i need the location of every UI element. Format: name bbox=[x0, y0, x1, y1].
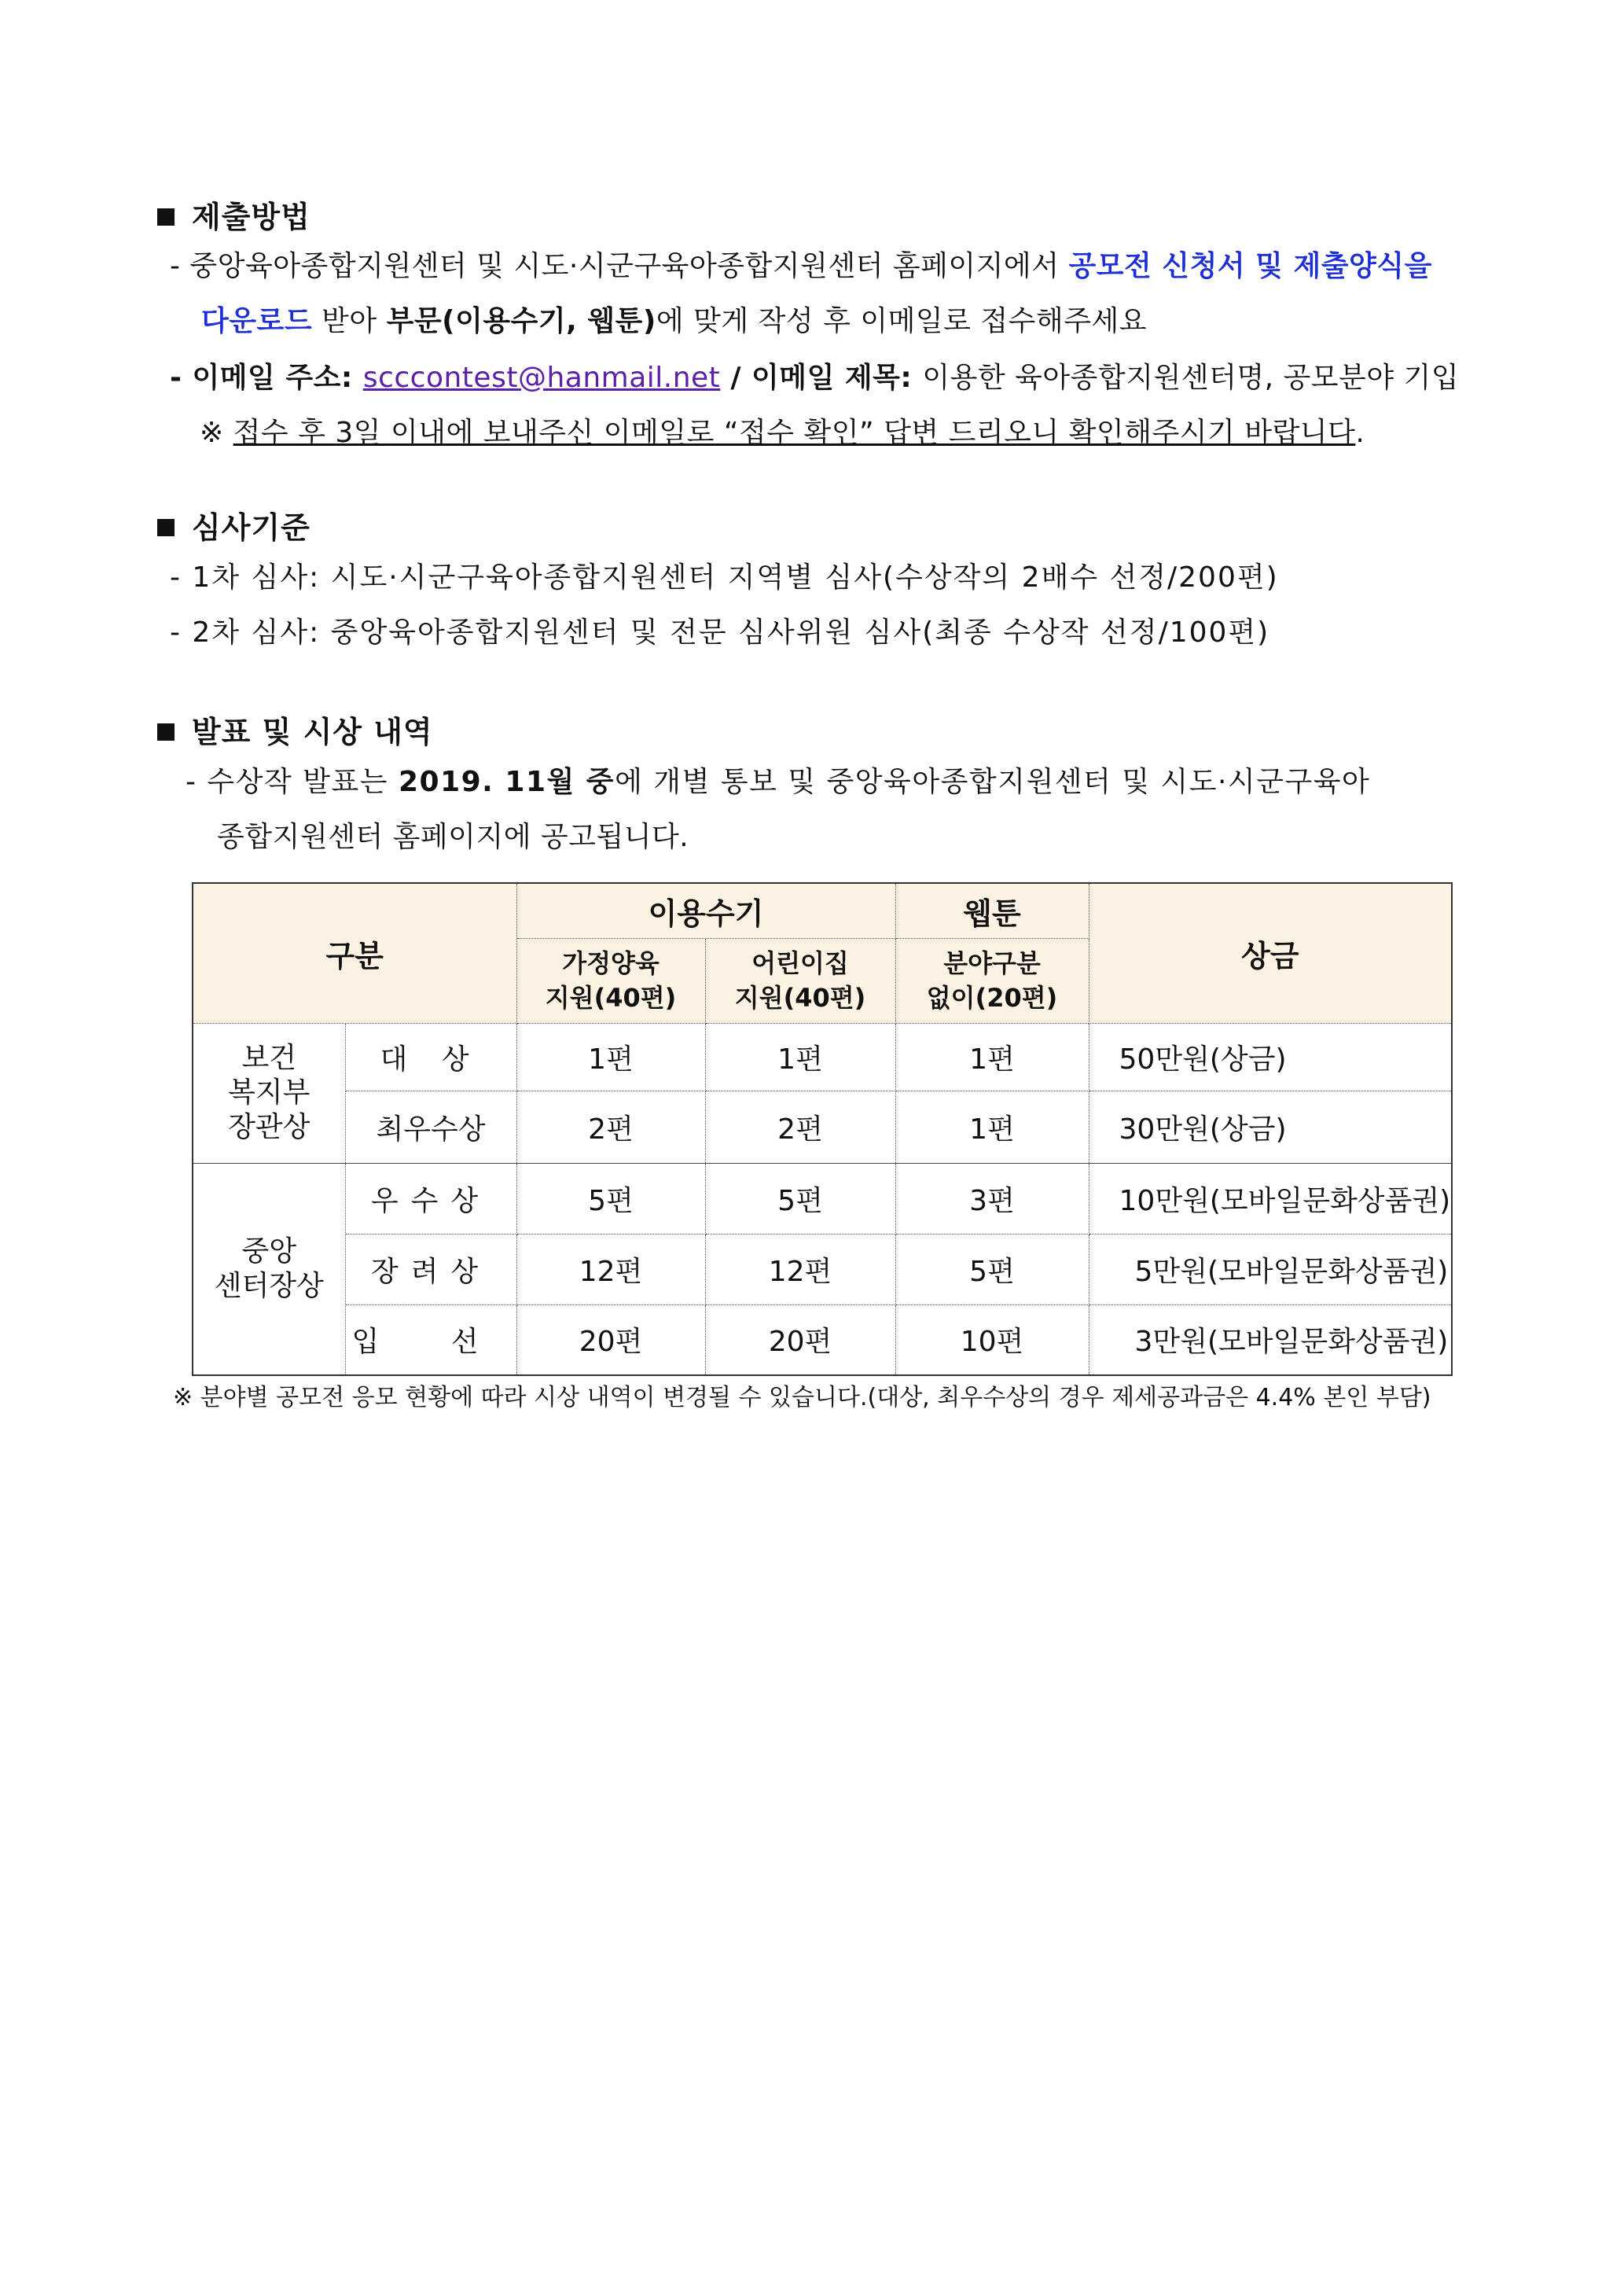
awards-line-1: - 수상작 발표는 2019. 11월 중에 개별 통보 및 중앙육아종합지원센터 및 시도·시군구육아 bbox=[186, 766, 1371, 798]
table-row bbox=[193, 1304, 1452, 1375]
count-daycare: 5편 bbox=[705, 1163, 895, 1234]
header-no-category: 분야구분 없이(20편) bbox=[895, 938, 1089, 1023]
section-heading-judging bbox=[157, 503, 310, 546]
award-table bbox=[192, 882, 1453, 1376]
submission-line-3: - 이메일 주소: scccontest@hanmail.net / 이메일 제목: 이용한 육아종합지원센터명, 공모분야 기입 bbox=[170, 362, 1460, 394]
count-home-care: 5편 bbox=[516, 1163, 705, 1234]
heading-text: 발표 및 시상 내역 bbox=[192, 715, 433, 749]
prize-amount: 50만원(상금) bbox=[1089, 1023, 1452, 1091]
submission-line-1: - 중앙육아종합지원센터 및 시도·시군구육아종합지원센터 홈페이지에서 공모전 신청서 및 제출양식을 bbox=[170, 250, 1432, 282]
heading-text: 심사기준 bbox=[192, 510, 310, 545]
count-home-care: 2편 bbox=[516, 1091, 705, 1163]
table-row bbox=[193, 1234, 1452, 1304]
count-home-care: 12편 bbox=[516, 1234, 705, 1304]
table-header-row bbox=[193, 883, 1452, 938]
count-daycare: 1편 bbox=[705, 1023, 895, 1091]
prize-amount: 10만원(모바일문화상품권) bbox=[1089, 1163, 1452, 1234]
header-home-care: 가정양육 지원(40편) bbox=[516, 938, 705, 1023]
count-webtoon: 3편 bbox=[895, 1163, 1089, 1234]
download-highlight: 다운로드 bbox=[201, 305, 313, 337]
submission-note: ※ 접수 후 3일 이내에 보내주신 이메일로 “접수 확인” 답변 드리오니 확인해주시기 바랍니다. bbox=[200, 417, 1365, 449]
prize-amount: 3만원(모바일문화상품권) bbox=[1089, 1304, 1452, 1375]
form-download-highlight: 공모전 신청서 및 제출양식을 bbox=[1068, 250, 1432, 282]
award-footnote: ※ 분야별 공모전 응모 현황에 따라 시상 내역이 변경될 수 있습니다.(대상, 최우수상의 경우 제세공과금은 4.4% 본인 부담) bbox=[173, 1384, 1431, 1411]
header-category: 구분 bbox=[193, 883, 516, 1023]
judging-line-2: - 2차 심사: 중앙육아종합지원센터 및 전문 심사위원 심사(최종 수상작 선정/100편) bbox=[170, 616, 1270, 649]
prize-amount: 5만원(모바일문화상품권) bbox=[1089, 1234, 1452, 1304]
award-name: 장려상 bbox=[345, 1234, 516, 1304]
table-row bbox=[193, 1091, 1452, 1163]
group-minister-award: 보건 복지부 장관상 bbox=[193, 1023, 345, 1163]
square-bullet-icon bbox=[157, 723, 175, 741]
header-prize: 상금 bbox=[1089, 883, 1452, 1023]
award-name: 우수상 bbox=[345, 1163, 516, 1234]
email-link[interactable]: scccontest@hanmail.net bbox=[362, 362, 721, 394]
award-name: 최우수상 bbox=[345, 1091, 516, 1163]
judging-line-1: - 1차 심사: 시도·시군구육아종합지원센터 지역별 심사(수상작의 2배수 선정/200편) bbox=[170, 561, 1279, 594]
square-bullet-icon bbox=[157, 208, 175, 226]
count-home-care: 20편 bbox=[516, 1304, 705, 1375]
header-usage: 이용수기 bbox=[516, 883, 895, 938]
count-daycare: 2편 bbox=[705, 1091, 895, 1163]
table-row bbox=[193, 1023, 1452, 1091]
award-name: 대 상 bbox=[345, 1023, 516, 1091]
section-heading-submission bbox=[157, 193, 310, 236]
award-name: 입 선 bbox=[345, 1304, 516, 1375]
count-webtoon: 1편 bbox=[895, 1091, 1089, 1163]
count-home-care: 1편 bbox=[516, 1023, 705, 1091]
header-webtoon: 웹툰 bbox=[895, 883, 1089, 938]
heading-text: 제출방법 bbox=[192, 200, 310, 234]
group-center-director-award: 중앙 센터장상 bbox=[193, 1163, 345, 1375]
count-webtoon: 1편 bbox=[895, 1023, 1089, 1091]
awards-line-2: 종합지원센터 홈페이지에 공고됩니다. bbox=[217, 821, 689, 853]
submission-line-2: 다운로드 받아 부문(이용수기, 웹툰)에 맞게 작성 후 이메일로 접수해주세요 bbox=[201, 305, 1148, 337]
square-bullet-icon bbox=[157, 519, 175, 536]
count-webtoon: 5편 bbox=[895, 1234, 1089, 1304]
header-daycare: 어린이집 지원(40편) bbox=[705, 938, 895, 1023]
count-daycare: 20편 bbox=[705, 1304, 895, 1375]
count-daycare: 12편 bbox=[705, 1234, 895, 1304]
section-heading-awards bbox=[157, 708, 433, 751]
table-row bbox=[193, 1163, 1452, 1234]
count-webtoon: 10편 bbox=[895, 1304, 1089, 1375]
prize-amount: 30만원(상금) bbox=[1089, 1091, 1452, 1163]
